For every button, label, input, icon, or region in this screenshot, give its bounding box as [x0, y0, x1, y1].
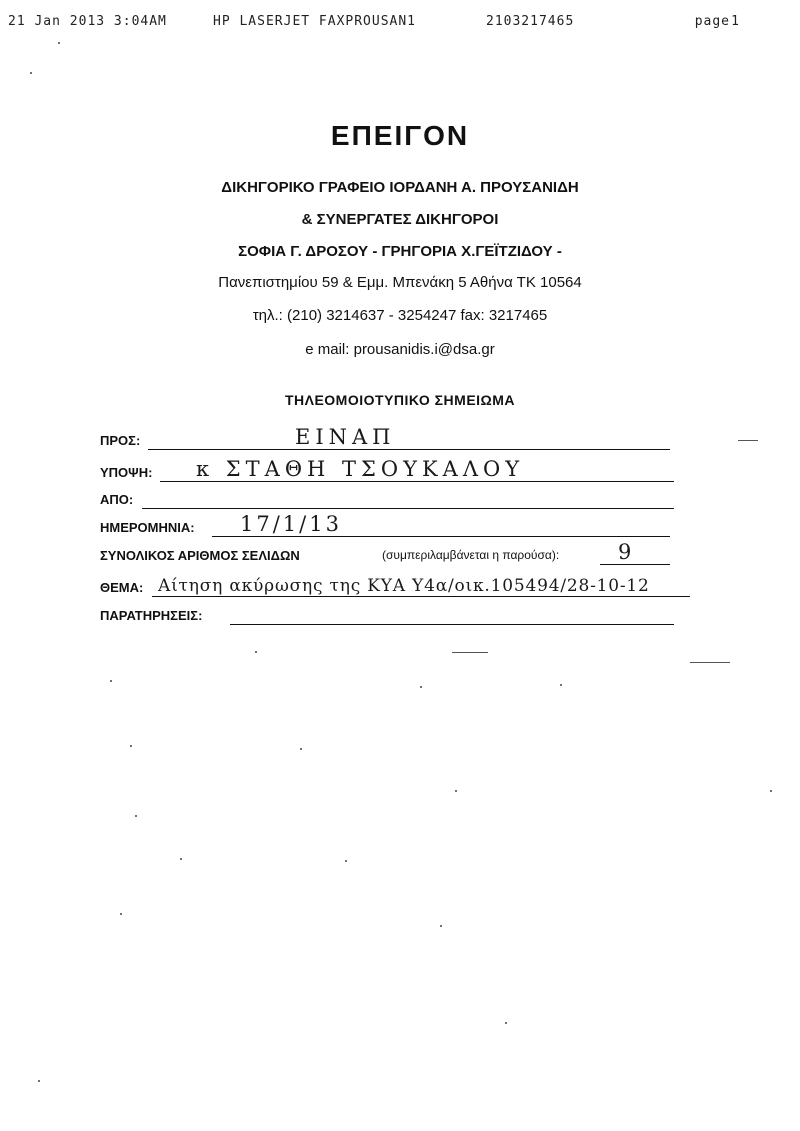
field-subject: [100, 575, 690, 597]
fax-sender: HP LASERJET FAXPROUSAN1: [213, 14, 417, 29]
field-attention: [100, 457, 674, 482]
from-label: ΑΠΟ:: [100, 492, 134, 507]
field-date: [100, 512, 670, 537]
date-value[interactable]: 17/1/13: [240, 512, 342, 536]
subject-value[interactable]: Αίτηση ακύρωσης της ΚΥΑ Υ4α/οικ.105494/28-10-12: [158, 576, 650, 596]
pages-label: ΣΥΝΟΛΙΚΟΣ ΑΡΙΘΜΟΣ ΣΕΛΙΔΩΝ: [100, 548, 300, 563]
fax-page-label: page: [694, 14, 730, 29]
pages-underline: [600, 564, 670, 565]
firm-name: ΕΠΕΙΓΟΝ: [330, 120, 470, 151]
pages-note: (συμπεριλαμβάνεται η παρούσα):: [382, 548, 560, 562]
subject-label: ΘΕΜΑ:: [100, 580, 144, 595]
date-underline: [212, 536, 670, 537]
letterhead-line-3: ΣΟΦΙΑ Γ. ΔΡΟΣΟΥ - ΓΡΗΓΟΡΙΑ Χ.ΓΕΪΤΖΙΔΟΥ -: [238, 243, 562, 260]
attention-value[interactable]: κ ΣΤΑΘΗ ΤΣΟΥΚΑΛΟΥ: [196, 457, 525, 481]
fax-datetime: 21 Jan 2013 3:04AM: [8, 14, 167, 29]
document-type-heading: ΤΗΛΕΟΜΟΙΟΤΥΠΙΚΟ ΣΗΜΕΙΩΜΑ: [284, 392, 516, 408]
fax-page-number: 1: [731, 14, 740, 29]
attention-label: ΥΠΟΨΗ:: [100, 465, 153, 480]
pages-value[interactable]: 9: [618, 540, 637, 564]
from-underline: [142, 508, 674, 509]
letterhead-email: e mail: prousanidis.i@dsa.gr: [305, 341, 495, 358]
field-total-pages: [100, 540, 670, 565]
attention-underline: [160, 481, 674, 482]
field-remarks: [100, 603, 674, 625]
remarks-underline: [230, 624, 674, 625]
field-from: [100, 487, 674, 509]
field-to: [100, 425, 670, 450]
letterhead-line-2: & ΣΥΝΕΡΓΑΤΕΣ ΔΙΚΗΓΟΡΟΙ: [301, 211, 499, 228]
letterhead-address: Πανεπιστημίου 59 & Εμμ. Μπενάκη 5 Αθήνα ΤΚ 10564: [218, 274, 582, 291]
to-label: ΠΡΟΣ:: [100, 433, 141, 448]
letterhead-phones: τηλ.: (210) 3214637 - 3254247 fax: 3217465: [252, 307, 548, 324]
date-label: ΗΜΕΡΟΜΗΝΙΑ:: [100, 520, 195, 535]
subject-underline: [152, 596, 690, 597]
to-value[interactable]: ΕΙΝΑΠ: [295, 425, 396, 449]
fax-transmission-header: [8, 14, 792, 34]
remarks-label: ΠΑΡΑΤΗΡΗΣΕΙΣ:: [100, 608, 203, 623]
letterhead-line-1: ΔΙΚΗΓΟΡΙΚΟ ΓΡΑΦΕΙΟ ΙΟΡΔΑΝΗ Α. ΠΡΟΥΣΑΝΙΔΗ: [221, 179, 579, 196]
fax-phone: 2103217465: [486, 14, 575, 29]
to-underline: [148, 449, 670, 450]
